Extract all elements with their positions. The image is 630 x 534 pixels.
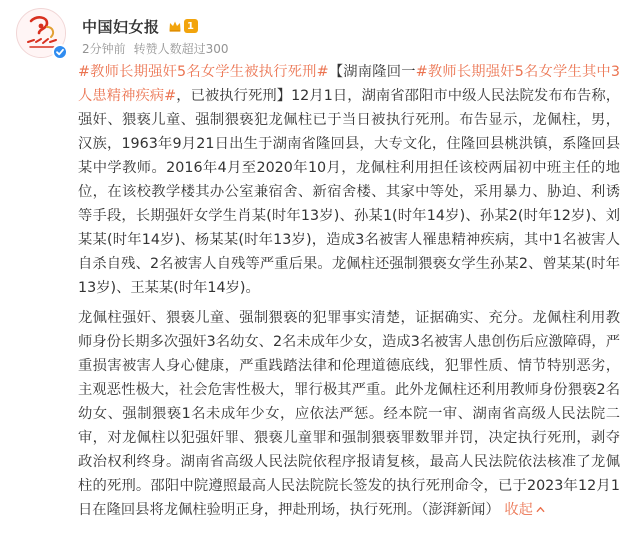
chevron-up-icon bbox=[536, 505, 545, 514]
vip-badge[interactable] bbox=[168, 18, 198, 34]
post-paragraph bbox=[78, 60, 620, 300]
post-paragraph bbox=[78, 306, 620, 522]
post-lead: 【湖南隆回一 bbox=[328, 64, 416, 80]
post-time[interactable]: 2分钟前 bbox=[82, 42, 126, 56]
repost-count: 转赞人数超过300 bbox=[133, 42, 229, 56]
post-text: 龙佩柱强奸、猥亵儿童、强制猥亵的犯罪事实清楚，证据确实、充分。龙佩柱利用教师身份长期多次强奸3名幼女、2名未成年少女，造成3名被害人患创伤后应激障碍，严重损害被害人身心健康，严重践踏法律和伦理道德底线，犯罪性质、情节特别恶劣，主观恶性极大，社会危害性极大，罪行极其严重。此外龙佩柱还利用教师身份猥亵2名幼女、强制猥亵1名未成年少女，应依法严惩。经本院一审、湖南省高级人民法院二审，对龙佩柱以犯强奸罪、猥亵儿童罪和强制猥亵罪数罪并罚，决定执行死刑，剥夺政治权利终身。湖南省高级人民法院依程序报请复核，最高人民法院依法核准了龙佩柱的死刑。邵阳中院遵照最高人民法院院长签发的执行死刑命令，已于2023年12月1日在隆回县将龙佩柱验明正身，押赴刑场，执行死刑。（澎湃新闻） bbox=[78, 310, 620, 518]
post-meta bbox=[82, 40, 229, 57]
post-header bbox=[16, 8, 616, 60]
author-row bbox=[82, 16, 198, 36]
topic-link[interactable]: #教师长期强奸5名女学生被执行死刑# bbox=[78, 64, 329, 80]
author-name[interactable]: 中国妇女报 bbox=[82, 17, 160, 36]
gold-crown-icon bbox=[168, 19, 182, 33]
collapse-label: 收起 bbox=[504, 502, 533, 518]
post-content bbox=[78, 60, 620, 522]
vip-level: 1 bbox=[184, 19, 198, 33]
post-text: ，已被执行死刑】12月1日，湖南省邵阳市中级人民法院发布布告称，强奸、猥亵儿童、强制猥亵犯龙佩柱已于当日被执行死刑。布告显示，龙佩柱，男，汉族，1963年9月21日出生于湖南省隆回县，大专文化，住隆回县桃洪镇，系隆回县某中学教师。2016年4月至2020年10月，龙佩柱利用担任该校两届初中班主任的地位，在该校教学楼其办公室兼宿舍、新宿舍楼、其家中等处，采用暴力、胁迫、利诱等手段，长期强奸女学生肖某(时年13岁)、孙某1(时年14岁)、孙某2(时年12岁)、刘某某(时年14岁)、杨某某(时年13岁)，造成3名被害人罹患精神疾病，其中1名被害人自杀自残、2名被害人自残等严重后果。龙佩柱还强制猥亵女学生孙某2、曾某某(时年13岁)、王某某(时年14岁)。 bbox=[78, 88, 620, 296]
topic-link[interactable]: #教师长期强奸5名女学生其中3人患精神疾病# bbox=[78, 64, 621, 104]
blue-verified-check-icon bbox=[52, 44, 68, 60]
collapse-button[interactable] bbox=[504, 502, 545, 518]
